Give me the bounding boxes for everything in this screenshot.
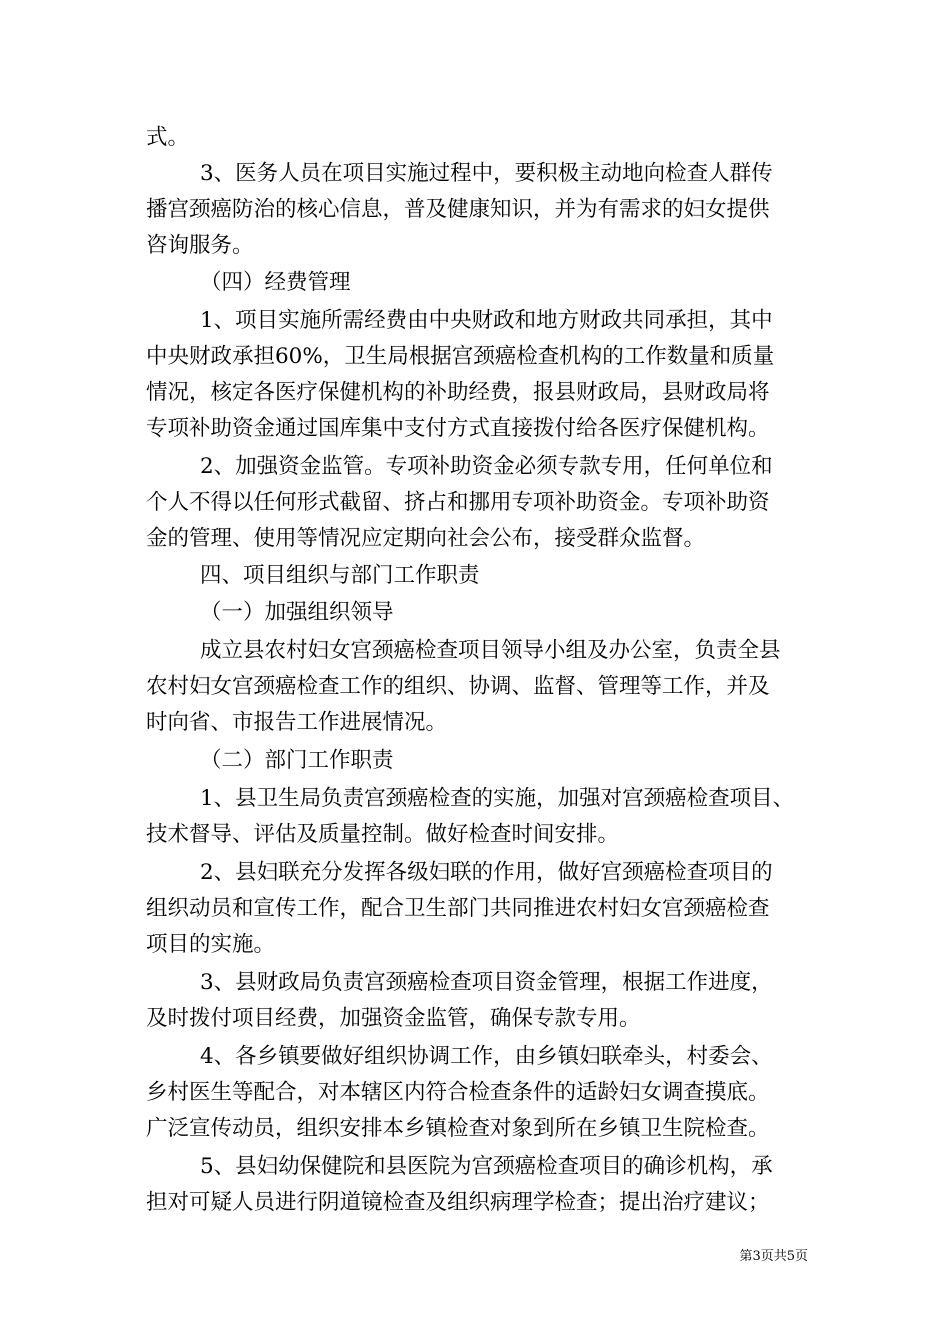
- text-line: 及时拨付项目经费，加强资金监管，确保专款专用。: [146, 1006, 641, 1031]
- text-line: 4、各乡镇要做好组织协调工作，由乡镇妇联牵头，村委会、: [200, 1044, 773, 1069]
- text-line: 3、医务人员在项目实施过程中，要积极主动地向检查人群传: [200, 161, 773, 186]
- text-line: 咨询服务。: [146, 233, 254, 258]
- text-line: 技术督导、评估及质量控制。做好检查时间安排。: [146, 822, 620, 847]
- text-line: 时向省、市报告工作进展情况。: [146, 710, 448, 735]
- text-line: 播宫颈癌防治的核心信息，普及健康知识，并为有需求的妇女提供: [146, 197, 770, 222]
- text-line: 组织动员和宣传工作，配合卫生部门共同推进农村妇女宫颈癌检查: [146, 896, 770, 921]
- text-line: 情况，核定各医疗保健机构的补助经费，报县财政局，县财政局将: [146, 380, 770, 405]
- section-heading: （二）部门工作职责: [200, 748, 394, 773]
- text-line: 广泛宣传动员，组织安排本乡镇检查对象到所在乡镇卫生院检查。: [146, 1116, 770, 1141]
- section-heading: （四）经费管理: [200, 270, 351, 295]
- text-line: 5、县妇幼保健院和县医院为宫颈癌检查项目的确诊机构，承: [200, 1154, 773, 1179]
- text-line: 3、县财政局负责宫颈癌检查项目资金管理，根据工作进度，: [200, 970, 773, 995]
- text-line: 金的管理、使用等情况应定期向社会公布，接受群众监督。: [146, 526, 706, 551]
- text-line: 1、项目实施所需经费由中央财政和地方财政共同承担，其中: [200, 308, 773, 333]
- text-line: 中央财政承担60%，卫生局根据宫颈癌检查机构的工作数量和质量: [146, 344, 775, 369]
- text-line: 担对可疑人员进行阴道镜检查及组织病理学检查；提出治疗建议；: [146, 1190, 770, 1215]
- text-line: 式。: [146, 125, 190, 150]
- text-line: 个人不得以任何形式截留、挤占和挪用专项补助资金。专项补助资: [146, 490, 770, 515]
- section-heading: 四、项目组织与部门工作职责: [200, 563, 480, 588]
- page-number: 第3页共5页: [739, 1249, 808, 1264]
- text-line: 项目的实施。: [146, 932, 276, 957]
- text-line: 乡村医生等配合，对本辖区内符合检查条件的适龄妇女调查摸底。: [146, 1080, 770, 1105]
- text-line: 1、县卫生局负责宫颈癌检查的实施，加强对宫颈癌检查项目、: [200, 786, 795, 811]
- text-line: 2、加强资金监管。专项补助资金必须专款专用，任何单位和: [200, 454, 773, 479]
- section-heading: （一）加强组织领导: [200, 600, 394, 625]
- text-line: 成立县农村妇女宫颈癌检查项目领导小组及办公室，负责全县: [200, 638, 781, 663]
- text-line: 专项补助资金通过国库集中支付方式直接拨付给各医疗保健机构。: [146, 416, 770, 441]
- text-line: 2、县妇联充分发挥各级妇联的作用，做好宫颈癌检查项目的: [200, 860, 773, 885]
- text-line: 农村妇女宫颈癌检查工作的组织、协调、监督、管理等工作，并及: [146, 674, 770, 699]
